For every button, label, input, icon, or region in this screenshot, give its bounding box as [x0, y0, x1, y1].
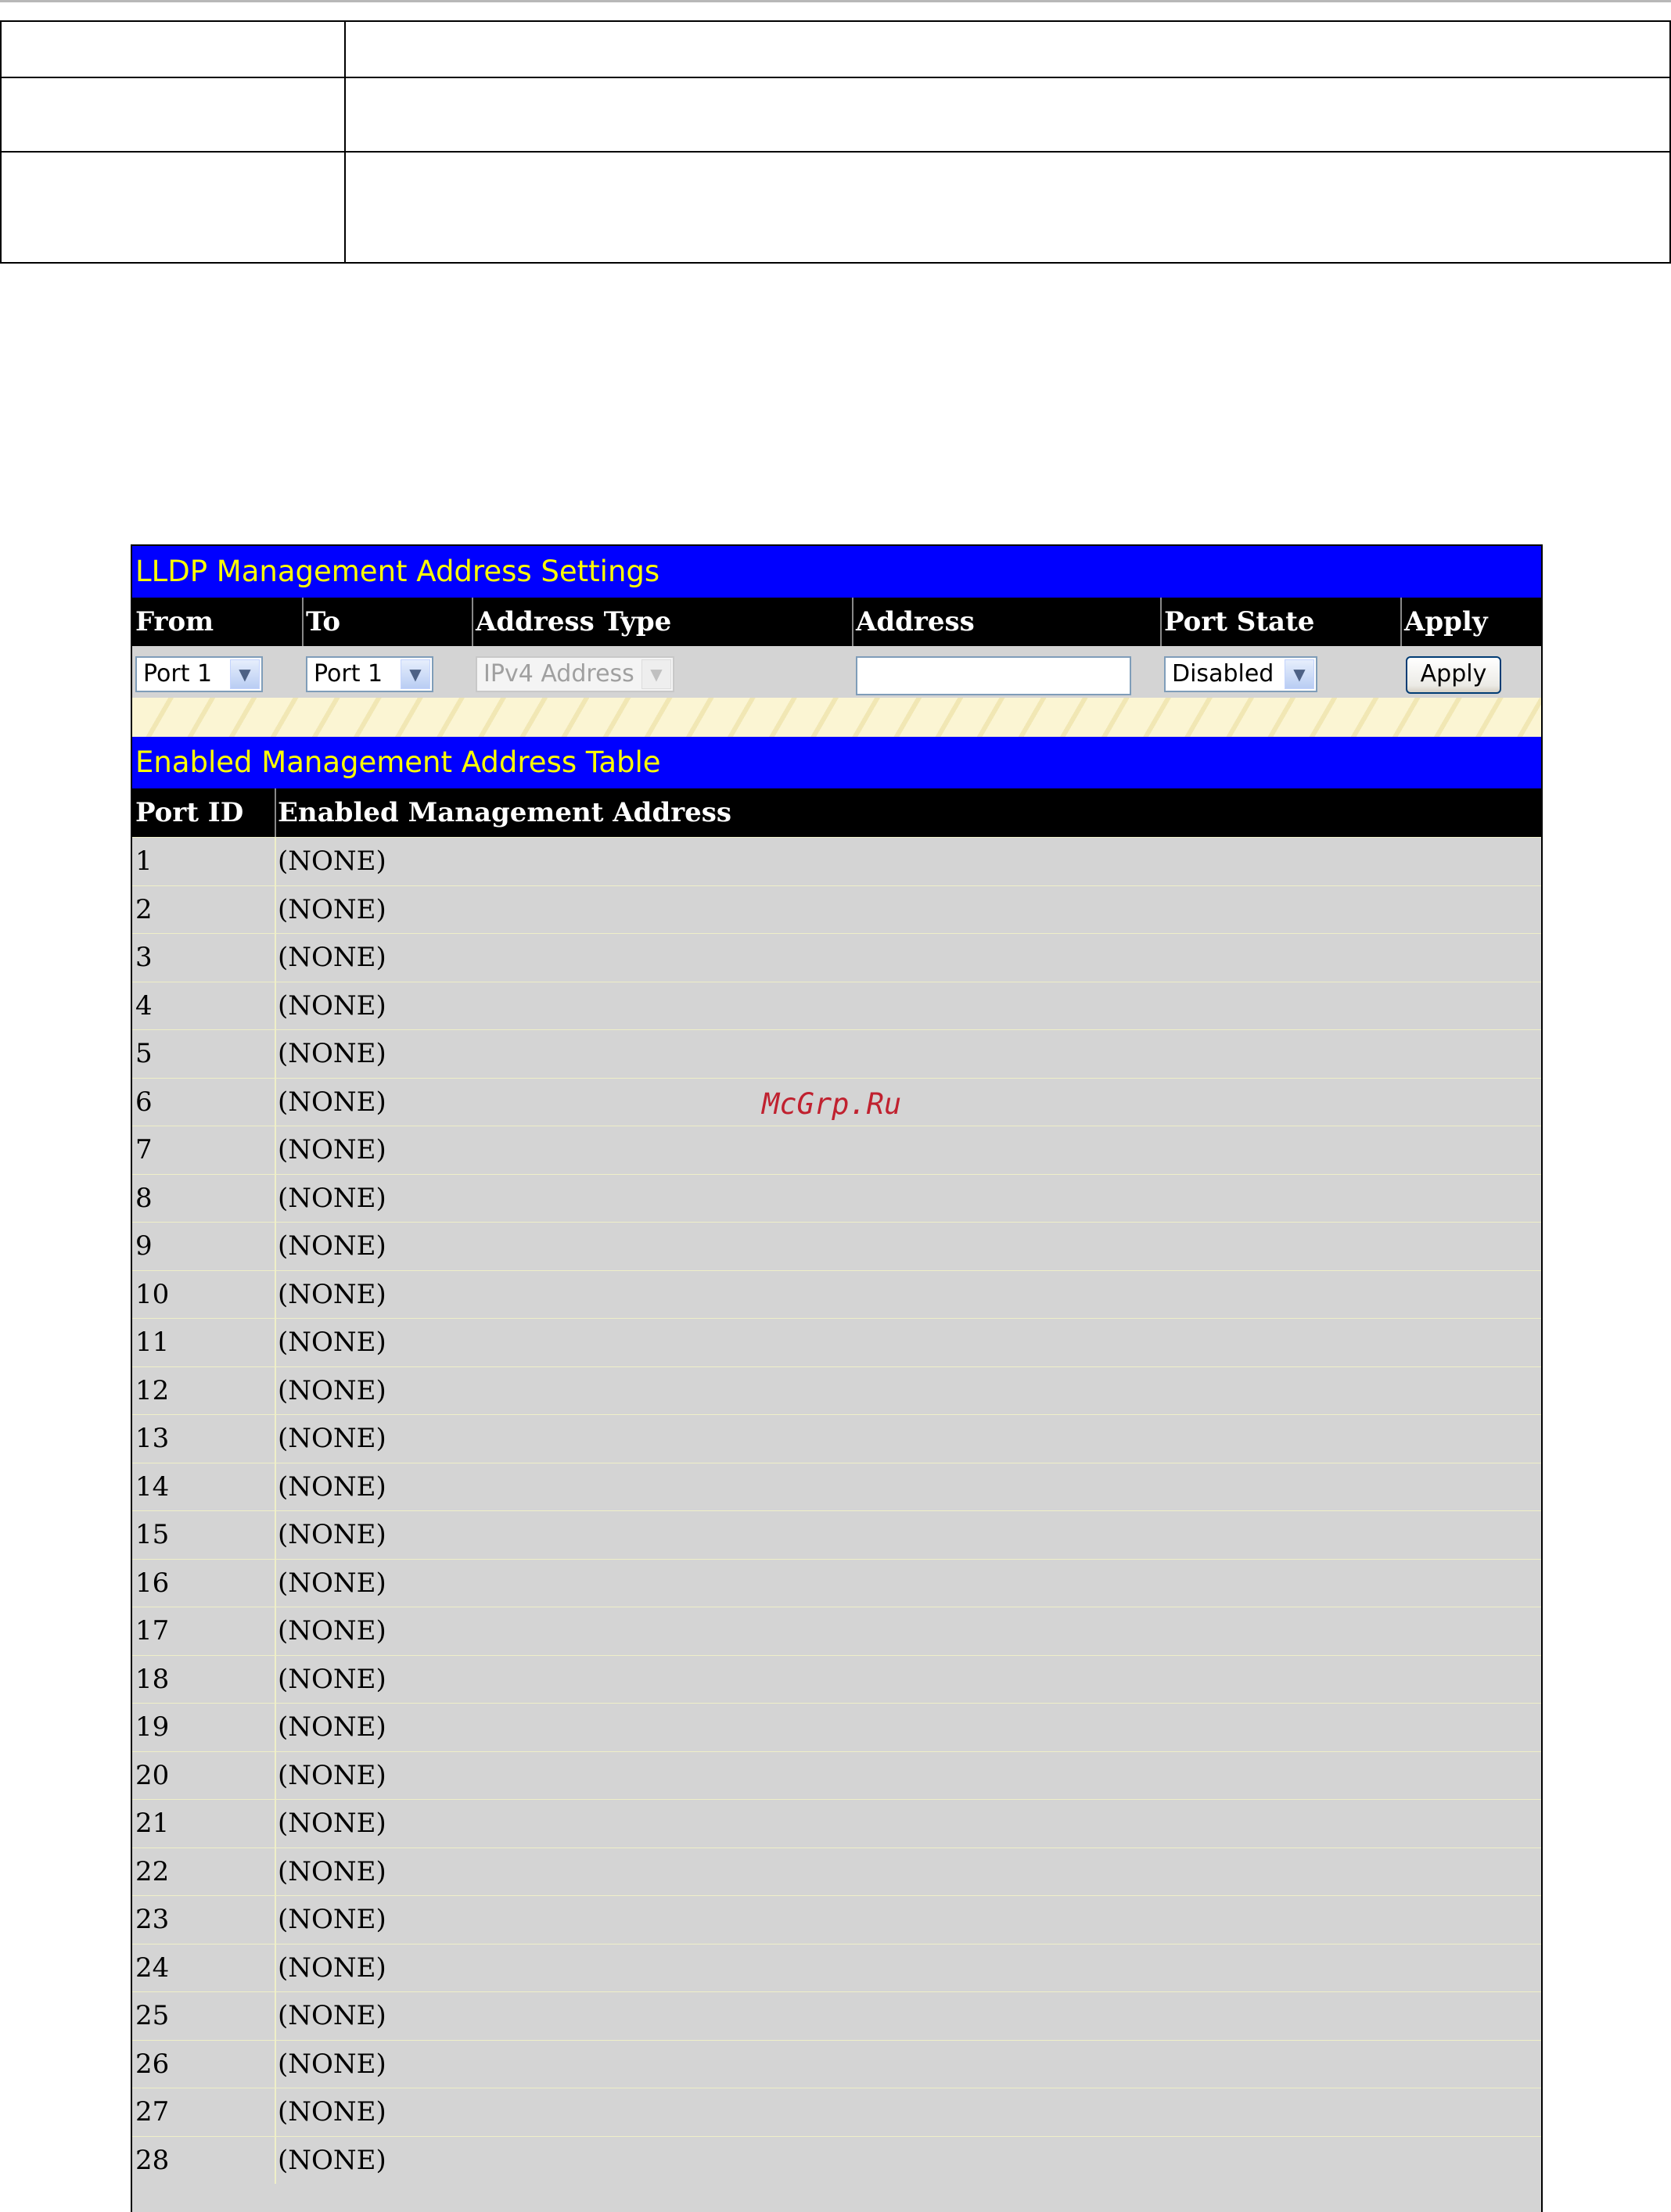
table-row: [132, 933, 1541, 982]
from-select[interactable]: [135, 656, 263, 692]
port-id-cell: 24: [135, 1952, 170, 1984]
address-cell: (NONE): [278, 893, 386, 925]
port-id-cell: 21: [135, 1808, 170, 1839]
address-cell: (NONE): [278, 1567, 386, 1599]
table-row: [132, 1222, 1541, 1270]
description-table: [0, 20, 1671, 264]
address-cell: (NONE): [278, 1278, 386, 1310]
col-port-state: Port State: [1164, 606, 1315, 637]
address-table-body: [132, 837, 1541, 2184]
table-row: [132, 1126, 1541, 1174]
address-type-select: [476, 656, 674, 692]
port-id-cell: 27: [135, 2096, 170, 2128]
table-row: [132, 1270, 1541, 1319]
port-id-cell: 9: [135, 1230, 153, 1262]
address-cell: (NONE): [278, 846, 386, 877]
address-cell: (NONE): [278, 989, 386, 1022]
lldp-panel: [131, 544, 1543, 2212]
table-row: [132, 1414, 1541, 1463]
chevron-down-icon: ▼: [641, 659, 671, 689]
table-title: Enabled Management Address Table: [132, 737, 1541, 788]
settings-title: LLDP Management Address Settings: [132, 546, 1541, 598]
table-row: [132, 1895, 1541, 1944]
table-row: [132, 1944, 1541, 1992]
to-value: Port 1: [314, 660, 383, 688]
address-cell: (NONE): [278, 1038, 386, 1069]
port-id-cell: 1: [135, 846, 153, 877]
port-id-cell: 14: [135, 1470, 170, 1503]
table-row: [132, 837, 1541, 885]
port-id-cell: 4: [135, 989, 153, 1022]
table-row: [132, 1703, 1541, 1751]
address-cell: (NONE): [278, 1615, 386, 1646]
port-id-cell: 2: [135, 893, 153, 925]
table-row: [132, 1848, 1541, 1896]
table-row: [132, 1366, 1541, 1415]
to-select[interactable]: [306, 656, 433, 692]
address-cell: (NONE): [278, 1230, 386, 1262]
address-cell: (NONE): [278, 1470, 386, 1503]
col-address: Address: [856, 606, 975, 637]
port-id-cell: 28: [135, 2144, 170, 2176]
table-row: [132, 1991, 1541, 2040]
port-id-cell: 25: [135, 2000, 170, 2031]
col-address-type: Address Type: [476, 606, 672, 637]
address-cell: (NONE): [278, 1423, 386, 1454]
chevron-down-icon[interactable]: ▼: [1285, 659, 1314, 689]
table-row: [132, 1799, 1541, 1848]
table-row: [132, 1510, 1541, 1559]
port-id-cell: 12: [135, 1374, 170, 1406]
port-id-cell: 17: [135, 1615, 170, 1646]
table-row: [132, 1174, 1541, 1223]
table-row: [132, 1463, 1541, 1511]
watermark: McGrp.Ru: [762, 1087, 902, 1121]
settings-header-row: [132, 598, 1541, 646]
address-cell: (NONE): [278, 2048, 386, 2080]
port-id-cell: 15: [135, 1519, 170, 1550]
table-row: [132, 2088, 1541, 2136]
port-id-cell: 13: [135, 1423, 170, 1454]
address-cell: (NONE): [278, 1759, 386, 1791]
address-cell: (NONE): [278, 1904, 386, 1935]
port-state-select[interactable]: [1164, 656, 1317, 692]
table-row: [132, 2136, 1541, 2185]
chevron-down-icon[interactable]: ▼: [230, 659, 260, 689]
port-id-cell: 18: [135, 1663, 170, 1695]
address-cell: (NONE): [278, 1855, 386, 1887]
port-id-cell: 8: [135, 1182, 153, 1214]
address-cell: (NONE): [278, 1374, 386, 1406]
port-id-cell: 7: [135, 1134, 153, 1165]
port-id-cell: 16: [135, 1567, 170, 1599]
table-row: [132, 1029, 1541, 1078]
address-cell: (NONE): [278, 2096, 386, 2128]
port-state-value: Disabled: [1172, 660, 1274, 688]
port-id-cell: 3: [135, 942, 153, 973]
table-row: [132, 1607, 1541, 1655]
table-row: [132, 1655, 1541, 1704]
col-enabled-address: Enabled Management Address: [278, 797, 732, 828]
col-from: From: [135, 606, 214, 637]
port-id-cell: 23: [135, 1904, 170, 1935]
port-id-cell: 26: [135, 2048, 170, 2080]
port-id-cell: 22: [135, 1855, 170, 1887]
table-row: [132, 885, 1541, 934]
address-cell: (NONE): [278, 1663, 386, 1695]
address-cell: (NONE): [278, 1182, 386, 1214]
table-row: [132, 2040, 1541, 2088]
address-cell: (NONE): [278, 2144, 386, 2176]
address-cell: (NONE): [278, 942, 386, 973]
port-id-cell: 20: [135, 1759, 170, 1791]
address-cell: (NONE): [278, 1327, 386, 1358]
address-cell: (NONE): [278, 1808, 386, 1839]
address-cell: (NONE): [278, 2000, 386, 2031]
port-id-cell: 11: [135, 1327, 170, 1358]
address-cell: (NONE): [278, 1086, 386, 1118]
col-to: To: [306, 606, 341, 637]
from-value: Port 1: [143, 660, 213, 688]
col-port-id: Port ID: [135, 797, 244, 828]
address-cell: (NONE): [278, 1711, 386, 1743]
settings-control-row: [132, 646, 1541, 698]
chevron-down-icon[interactable]: ▼: [401, 659, 430, 689]
address-input[interactable]: [856, 656, 1131, 695]
port-id-cell: 19: [135, 1711, 170, 1743]
address-cell: (NONE): [278, 1519, 386, 1550]
port-id-cell: 5: [135, 1038, 153, 1069]
table-row: [132, 1751, 1541, 1800]
table-header-row: [132, 788, 1541, 837]
decorative-band: [132, 698, 1541, 737]
table-row: [132, 1318, 1541, 1366]
col-apply: Apply: [1404, 606, 1488, 637]
top-rule: [0, 0, 1671, 2]
port-id-cell: 6: [135, 1086, 153, 1118]
table-row: [132, 1559, 1541, 1607]
address-cell: (NONE): [278, 1134, 386, 1165]
address-type-value: IPv4 Address: [483, 660, 634, 688]
apply-button[interactable]: Apply: [1406, 656, 1501, 694]
table-row: [132, 982, 1541, 1030]
address-cell: (NONE): [278, 1952, 386, 1984]
port-id-cell: 10: [135, 1278, 170, 1310]
